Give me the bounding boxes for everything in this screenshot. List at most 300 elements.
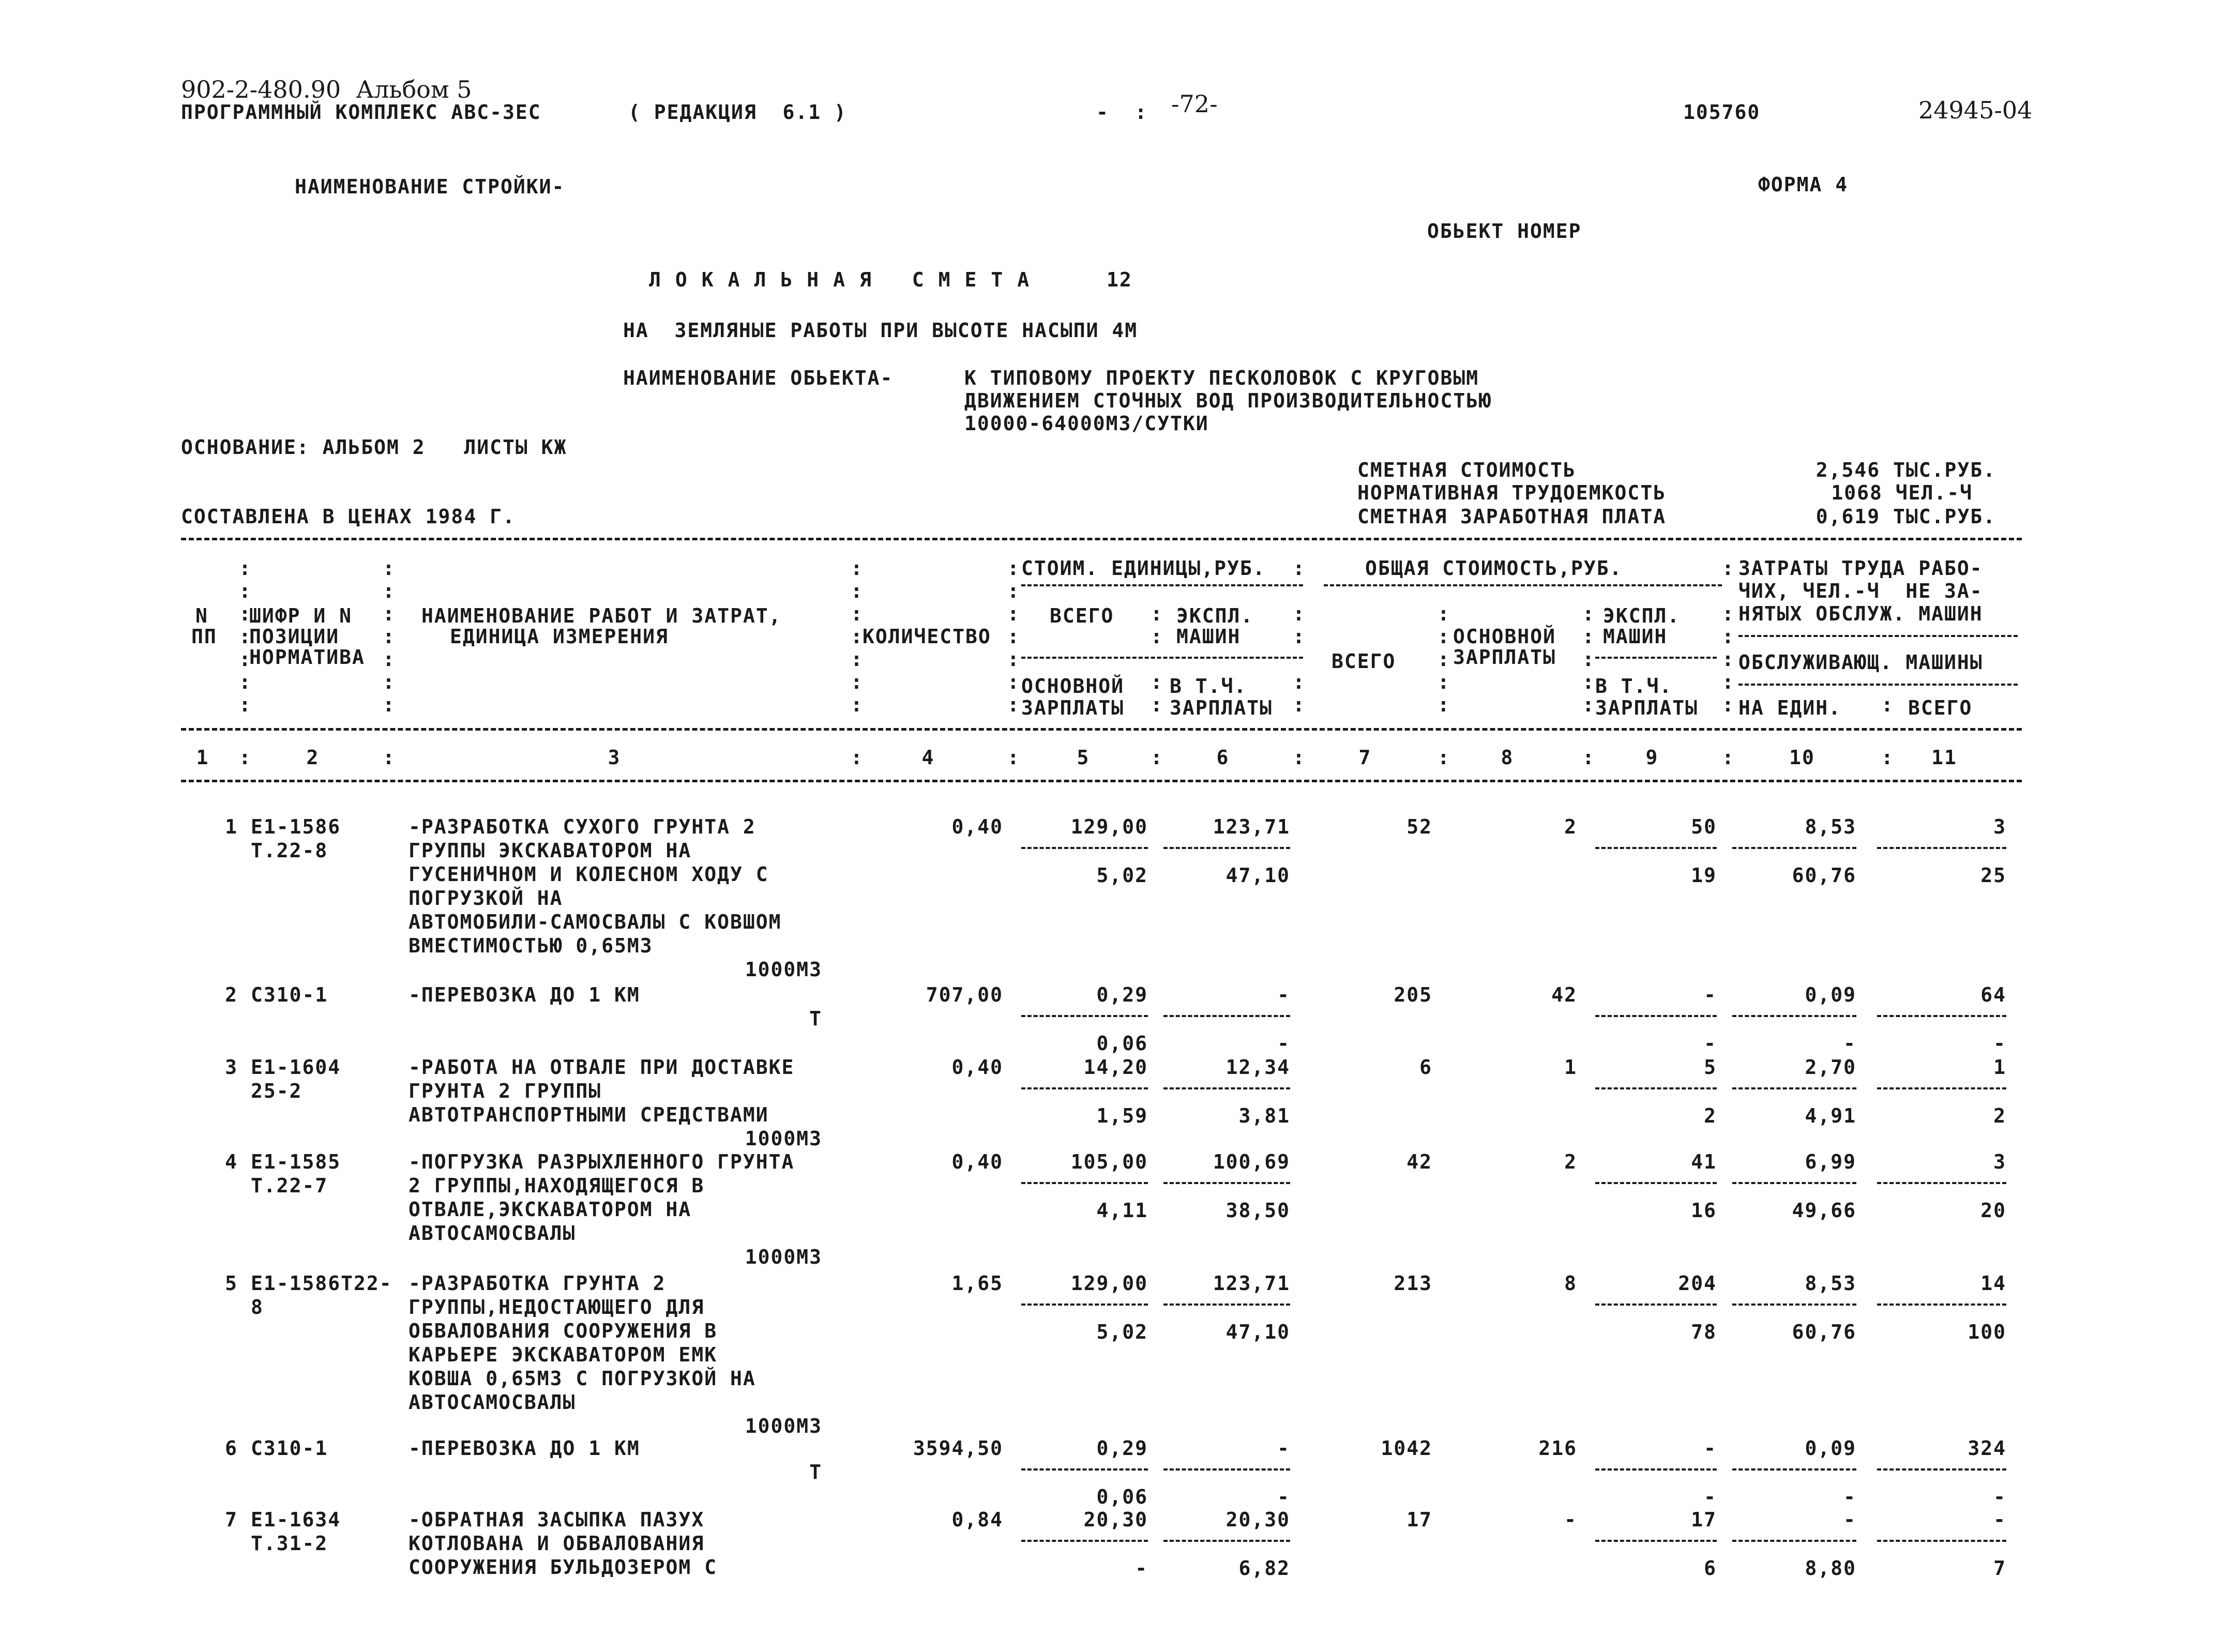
row-c5: 129,00 <box>1070 1272 1148 1295</box>
header-colon: : <box>1722 648 1735 671</box>
summary-value-labor: 1068 ЧЕЛ.-Ч <box>1831 481 1973 504</box>
row-c9: 41 <box>1691 1150 1717 1173</box>
row-c5: 105,00 <box>1070 1150 1148 1173</box>
row-c7: 42 <box>1406 1150 1432 1173</box>
hdr-code-2: ПОЗИЦИИ <box>249 625 340 648</box>
cell-divider <box>1732 1540 1856 1542</box>
row-c5b: 5,02 <box>1096 864 1148 887</box>
row-c5b: 0,06 <box>1096 1032 1148 1055</box>
row-c10: 8,53 <box>1805 1272 1856 1295</box>
row-c10: 2,70 <box>1805 1056 1856 1079</box>
header-colon: : <box>1151 602 1163 625</box>
row-quantity: 0,40 <box>951 815 1003 838</box>
header-colon: : <box>1438 693 1450 716</box>
hdr-total-mach-2: МАШИН <box>1603 625 1668 648</box>
header-colon: : <box>1722 671 1735 693</box>
cell-divider <box>1732 1304 1856 1306</box>
row-code: Е1-1634 <box>251 1508 341 1531</box>
header-colon: : <box>239 671 252 693</box>
row-c6: 123,71 <box>1213 815 1290 838</box>
hdr-name-2: ЕДИНИЦА ИЗМЕРЕНИЯ <box>450 625 669 648</box>
row-c5: 129,00 <box>1070 815 1148 838</box>
column-number: 6 <box>1216 746 1230 769</box>
row-name: ГРУНТА 2 ГРУППЫ <box>409 1080 602 1102</box>
row-c11: 1 <box>1993 1056 2006 1079</box>
row-c11: - <box>1993 1508 2006 1531</box>
row-code: 25-2 <box>251 1080 302 1102</box>
software-complex: ПРОГРАММНЫЙ КОМПЛЕКС АВС-3ЕС <box>181 101 541 124</box>
row-code: Т.22-7 <box>251 1174 328 1197</box>
page-number: -72- <box>1171 90 1218 118</box>
header-colon: : <box>239 625 252 648</box>
row-c5b: 1,59 <box>1096 1104 1148 1127</box>
code-2: 24945-04 <box>1918 96 2033 124</box>
column-number-colon: : <box>239 746 252 769</box>
row-c7: 1042 <box>1381 1437 1432 1460</box>
cell-divider <box>1595 1182 1717 1184</box>
row-code: Т.22-8 <box>251 839 328 862</box>
construction-label: НАИМЕНОВАНИЕ СТРОЙКИ- <box>295 175 565 198</box>
cell-divider <box>1595 1468 1717 1471</box>
row-name: ГРУППЫ ЭКСКАВАТОРОМ НА <box>409 839 692 862</box>
row-c9b: 2 <box>1704 1104 1717 1127</box>
column-number: 5 <box>1077 746 1090 769</box>
hdr-quantity: КОЛИЧЕСТВО <box>863 625 991 648</box>
row-c10: 6,99 <box>1805 1150 1856 1173</box>
hdr-total-all: ВСЕГО <box>1332 650 1396 673</box>
cell-divider <box>1021 1304 1148 1306</box>
header-colon: : <box>1293 602 1306 625</box>
header-colon: : <box>239 693 252 716</box>
row-c5b: - <box>1135 1557 1148 1580</box>
header-colon: : <box>383 602 396 625</box>
summary-label-labor: НОРМАТИВНАЯ ТРУДОЕМКОСТЬ <box>1357 481 1667 504</box>
hdr-total-incl-1: В Т.Ч. <box>1595 675 1673 698</box>
estimate-subtitle: НА ЗЕМЛЯНЫЕ РАБОТЫ ПРИ ВЫСОТЕ НАСЫПИ 4М <box>623 319 1138 342</box>
header-colon: : <box>1722 602 1735 625</box>
row-name: АВТОСАМОСВАЛЫ <box>409 1222 576 1245</box>
row-c9b: 16 <box>1691 1199 1717 1222</box>
hdr-total-cost: ОБЩАЯ СТОИМОСТЬ,РУБ. <box>1365 557 1623 580</box>
header-colon: : <box>1722 557 1735 580</box>
hdr-unit-cost: СТОИМ. ЕДИНИЦЫ,РУБ. <box>1021 557 1266 580</box>
row-c11: 14 <box>1980 1272 2006 1295</box>
column-number: 2 <box>306 746 320 769</box>
cell-divider <box>1021 1087 1148 1089</box>
header-colon: : <box>851 557 864 580</box>
header-colon: : <box>1438 671 1450 693</box>
prices-year: СОСТАВЛЕНА В ЦЕНАХ 1984 Г. <box>181 505 516 528</box>
cell-divider <box>1163 1182 1290 1184</box>
row-number: 2 <box>225 983 238 1006</box>
row-c9: 204 <box>1678 1272 1717 1295</box>
cell-divider <box>1163 1468 1290 1471</box>
row-c7: 6 <box>1419 1056 1432 1079</box>
header-colon: : <box>851 625 864 648</box>
header-colon: : <box>383 648 396 671</box>
row-c9b: 78 <box>1691 1321 1717 1343</box>
row-name: -ПЕРЕВОЗКА ДО 1 КМ <box>409 1437 640 1460</box>
header-colon: : <box>1722 625 1735 648</box>
cell-divider <box>1021 847 1148 849</box>
row-c10b: - <box>1843 1486 1856 1508</box>
column-number: 4 <box>921 746 935 769</box>
row-quantity: 707,00 <box>926 983 1003 1006</box>
row-c11b: 25 <box>1980 864 2006 887</box>
row-c7: 17 <box>1406 1508 1432 1531</box>
cell-divider <box>1877 1468 2006 1471</box>
row-unit: 1000М3 <box>745 1415 822 1437</box>
row-c9b: - <box>1704 1486 1717 1508</box>
row-c11b: 2 <box>1993 1104 2006 1127</box>
header-colon: : <box>1293 625 1306 648</box>
row-c6b: 6,82 <box>1238 1557 1290 1580</box>
cell-divider <box>1595 1015 1717 1017</box>
row-name: ПОГРУЗКОЙ НА <box>409 887 563 910</box>
row-c9: - <box>1704 1437 1717 1460</box>
column-number-colon: : <box>1007 746 1020 769</box>
row-c6: 123,71 <box>1213 1272 1290 1295</box>
row-quantity: 3594,50 <box>913 1437 1003 1460</box>
object-name-1: К ТИПОВОМУ ПРОЕКТУ ПЕСКОЛОВОК С КРУГОВЫМ <box>964 367 1479 389</box>
row-code: Е1-1586Т22- <box>251 1272 392 1295</box>
header-colon: : <box>1293 671 1306 693</box>
row-c10b: 8,80 <box>1805 1557 1856 1580</box>
header-colon: : <box>1007 580 1020 602</box>
table-top-rule <box>181 538 2022 540</box>
row-c7: 205 <box>1394 983 1432 1006</box>
hdr-total-incl-2: ЗАРПЛАТЫ <box>1595 696 1699 719</box>
row-name: АВТОМОБИЛИ-САМОСВАЛЫ С КОВШОМ <box>409 911 782 933</box>
row-code: Т.31-2 <box>251 1532 328 1555</box>
header-colon: : <box>383 693 396 716</box>
hdr-unit-mach-1: ЭКСПЛ. <box>1176 604 1254 627</box>
header-colon: : <box>1007 602 1020 625</box>
row-c6: 12,34 <box>1226 1056 1290 1079</box>
hdr-unit-total: ВСЕГО <box>1050 604 1114 627</box>
row-c10b: 49,66 <box>1792 1199 1856 1222</box>
row-name: 2 ГРУППЫ,НАХОДЯЩЕГОСЯ В <box>409 1174 705 1197</box>
header-colon: : <box>1151 671 1163 693</box>
row-c10b: 60,76 <box>1792 1321 1856 1343</box>
header-colon: : <box>851 671 864 693</box>
cell-divider <box>1595 847 1717 849</box>
hdr-code-3: НОРМАТИВА <box>249 646 365 669</box>
header-rule <box>181 728 2022 731</box>
row-code: Е1-1586 <box>251 815 341 838</box>
object-label: НАИМЕНОВАНИЕ ОБЬЕКТА- <box>623 367 894 389</box>
row-c9b: - <box>1704 1032 1717 1055</box>
cell-divider <box>1595 1087 1717 1089</box>
row-c9b: 6 <box>1704 1557 1717 1580</box>
column-number: 1 <box>196 746 209 769</box>
row-c6b: 38,50 <box>1226 1199 1290 1222</box>
row-c8: 2 <box>1564 1150 1577 1173</box>
cell-divider <box>1877 1087 2006 1089</box>
row-c10: - <box>1843 1508 1856 1531</box>
row-c5b: 0,06 <box>1096 1486 1148 1508</box>
estimate-number: 12 <box>1107 268 1132 291</box>
row-name: -ПОГРУЗКА РАЗРЫХЛЕННОГО ГРУНТА <box>409 1150 795 1173</box>
row-c6b: 47,10 <box>1226 1321 1290 1343</box>
header-colon: : <box>383 580 396 602</box>
column-number: 9 <box>1645 746 1659 769</box>
row-name: АВТОСАМОСВАЛЫ <box>409 1391 576 1414</box>
row-name: -РАЗРАБОТКА ГРУНТА 2 <box>409 1272 666 1295</box>
row-code: Е1-1604 <box>251 1056 341 1079</box>
basis: ОСНОВАНИЕ: АЛЬБОМ 2 ЛИСТЫ КЖ <box>181 436 567 459</box>
row-c9: 17 <box>1691 1508 1717 1531</box>
page-marks: - : <box>1096 101 1148 124</box>
row-quantity: 0,84 <box>951 1508 1003 1531</box>
row-c5: 20,30 <box>1083 1508 1148 1531</box>
hdr-name-1: НАИМЕНОВАНИЕ РАБОТ И ЗАТРАТ, <box>421 604 782 627</box>
row-c10b: - <box>1843 1032 1856 1055</box>
row-c7: 52 <box>1406 815 1432 838</box>
cell-divider <box>1732 1015 1856 1017</box>
row-c6b: 3,81 <box>1238 1104 1290 1127</box>
row-number: 5 <box>225 1272 238 1295</box>
row-c10: 8,53 <box>1805 815 1856 838</box>
row-name: ГУСЕНИЧНОМ И КОЛЕСНОМ ХОДУ С <box>409 863 769 886</box>
hdr-unit-incl-1: В Т.Ч. <box>1170 675 1247 698</box>
header-colon: : <box>1007 648 1020 671</box>
column-number: 11 <box>1931 746 1957 769</box>
row-number: 1 <box>225 815 238 838</box>
header-colon: : <box>851 693 864 716</box>
row-c11b: - <box>1993 1032 2006 1055</box>
header-colon: : <box>1582 671 1595 693</box>
cell-divider <box>1021 1540 1148 1542</box>
row-unit: 1000М3 <box>745 1246 822 1268</box>
column-number-colon: : <box>1438 746 1450 769</box>
hdr-n: N <box>195 604 208 627</box>
summary-value-cost: 2,546 ТЫС.РУБ. <box>1816 459 1996 481</box>
header-colon: : <box>1438 625 1450 648</box>
row-code: С310-1 <box>251 1437 328 1460</box>
row-c11b: 20 <box>1980 1199 2006 1222</box>
row-name: СООРУЖЕНИЯ БУЛЬДОЗЕРОМ С <box>409 1556 718 1579</box>
column-number: 8 <box>1501 746 1514 769</box>
row-c8: 2 <box>1564 815 1577 838</box>
row-c6: - <box>1277 983 1290 1006</box>
row-c6: 20,30 <box>1226 1508 1290 1531</box>
header-colon: : <box>239 580 252 602</box>
row-unit: Т <box>809 1007 822 1030</box>
header-colon: : <box>1007 557 1020 580</box>
cell-divider <box>1163 1015 1290 1017</box>
header-colon: : <box>1151 693 1163 716</box>
row-name: КОТЛОВАНА И ОБВАЛОВАНИЯ <box>409 1532 705 1555</box>
row-code: С310-1 <box>251 983 328 1006</box>
hdr-pp: ПП <box>191 625 217 648</box>
column-numbers-rule <box>181 780 2022 782</box>
row-name: -РАБОТА НА ОТВАЛЕ ПРИ ДОСТАВКЕ <box>409 1056 795 1079</box>
row-c8: - <box>1564 1508 1577 1531</box>
cell-divider <box>1595 1540 1717 1542</box>
object-name-2: ДВИЖЕНИЕМ СТОЧНЫХ ВОД ПРОИЗВОДИТЕЛЬНОСТЬЮ <box>964 389 1492 412</box>
cell-divider <box>1877 1015 2006 1017</box>
row-c8: 8 <box>1564 1272 1577 1295</box>
header-colon: : <box>1293 693 1306 716</box>
header-colon: : <box>239 602 252 625</box>
header-colon: : <box>851 602 864 625</box>
hdr-unit-mach-2: МАШИН <box>1176 625 1241 648</box>
row-c5b: 5,02 <box>1096 1321 1148 1343</box>
header-colon: : <box>1151 625 1163 648</box>
edition: ( РЕДАКЦИЯ 6.1 ) <box>628 101 847 124</box>
row-c10b: 60,76 <box>1792 864 1856 887</box>
row-c5: 0,29 <box>1096 1437 1148 1460</box>
cell-divider <box>1877 1182 2006 1184</box>
row-c5: 14,20 <box>1083 1056 1148 1079</box>
hdr-labor-unit: НА ЕДИН. <box>1738 696 1842 719</box>
row-c9: 50 <box>1691 815 1717 838</box>
row-unit: Т <box>809 1461 822 1483</box>
estimate-title: ЛОКАЛЬНАЯ СМЕТА <box>649 268 1044 291</box>
row-name: ГРУППЫ,НЕДОСТАЮЩЕГО ДЛЯ <box>409 1296 705 1318</box>
row-name: КАРЬЕРЕ ЭКСКАВАТОРОМ ЕМК <box>409 1343 718 1366</box>
header-colon: : <box>383 625 396 648</box>
hdr-total-base-1: ОСНОВНОЙ <box>1453 625 1556 648</box>
header-colon: : <box>383 557 396 580</box>
row-c6: - <box>1277 1437 1290 1460</box>
cell-divider <box>1163 1087 1290 1089</box>
column-number-colon: : <box>1293 746 1306 769</box>
row-number: 6 <box>225 1437 238 1460</box>
row-c9: - <box>1704 983 1717 1006</box>
header-colon: : <box>383 671 396 693</box>
row-c8: 216 <box>1538 1437 1577 1460</box>
hdr-labor-2: ЧИХ, ЧЕЛ.-Ч НЕ ЗА- <box>1738 580 1983 602</box>
header-colon: : <box>1293 557 1306 580</box>
row-unit: 1000М3 <box>745 1127 822 1150</box>
cell-divider <box>1163 1540 1290 1542</box>
row-name: АВТОТРАНСПОРТНЫМИ СРЕДСТВАМИ <box>409 1103 769 1126</box>
row-number: 3 <box>225 1056 238 1079</box>
hdr-total-base-2: ЗАРПЛАТЫ <box>1453 646 1556 669</box>
column-number-colon: : <box>851 746 864 769</box>
row-c6b: - <box>1277 1032 1290 1055</box>
hdr-unit-incl-2: ЗАРПЛАТЫ <box>1170 696 1273 719</box>
row-c11: 64 <box>1980 983 2006 1006</box>
header-colon: : <box>1582 602 1595 625</box>
row-name: КОВША 0,65М3 С ПОГРУЗКОЙ НА <box>409 1367 756 1390</box>
code-1: 105760 <box>1683 101 1761 124</box>
hdr-code-1: ШИФР И N <box>249 604 353 627</box>
header-colon: : <box>1582 625 1595 648</box>
column-number: 3 <box>608 746 621 769</box>
hdr-total-mach-1: ЭКСПЛ. <box>1603 604 1681 627</box>
cell-divider <box>1877 1540 2006 1542</box>
column-number: 7 <box>1358 746 1372 769</box>
summary-value-salary: 0,619 ТЫС.РУБ. <box>1816 505 1996 528</box>
header-colon: : <box>1007 693 1020 716</box>
cell-divider <box>1732 1468 1856 1471</box>
header-colon: : <box>851 580 864 602</box>
cell-divider <box>1163 847 1290 849</box>
document-code: 902-2-480.90 Альбом 5 <box>181 75 472 103</box>
header-colon: : <box>851 648 864 671</box>
row-c11: 324 <box>1968 1437 2006 1460</box>
column-number-colon: : <box>383 746 396 769</box>
row-c6b: - <box>1277 1486 1290 1508</box>
hdr-labor-3: НЯТЫХ ОБСЛУЖ. МАШИН <box>1738 602 1983 625</box>
row-name: ВМЕСТИМОСТЬЮ 0,65М3 <box>409 934 653 957</box>
summary-label-cost: СМЕТНАЯ СТОИМОСТЬ <box>1357 459 1576 481</box>
summary-label-salary: СМЕТНАЯ ЗАРАБОТНАЯ ПЛАТА <box>1357 505 1667 528</box>
header-colon: : <box>239 557 252 580</box>
row-unit: 1000М3 <box>745 958 822 981</box>
column-number: 10 <box>1789 746 1815 769</box>
row-c9b: 19 <box>1691 864 1717 887</box>
header-colon: : <box>1438 648 1450 671</box>
row-c11b: - <box>1993 1486 2006 1508</box>
row-c5: 0,29 <box>1096 983 1148 1006</box>
row-c8: 1 <box>1564 1056 1577 1079</box>
header-colon: : <box>1881 693 1894 716</box>
row-c11: 3 <box>1993 815 2006 838</box>
hdr-labor-serv: ОБСЛУЖИВАЮЩ. МАШИНЫ <box>1738 651 1983 674</box>
cell-divider <box>1021 1468 1148 1471</box>
row-name: ОТВАЛЕ,ЭКСКАВАТОРОМ НА <box>409 1198 692 1221</box>
row-name: -ОБРАТНАЯ ЗАСЫПКА ПАЗУХ <box>409 1508 705 1531</box>
hdr-labor-total: ВСЕГО <box>1908 696 1973 719</box>
hdr-unit-base-1: ОСНОВНОЙ <box>1021 675 1125 698</box>
header-colon: : <box>1438 602 1450 625</box>
header-colon: : <box>1007 671 1020 693</box>
row-code: Е1-1585 <box>251 1150 341 1173</box>
row-name: -РАЗРАБОТКА СУХОГО ГРУНТА 2 <box>409 815 756 838</box>
header-colon: : <box>1007 625 1020 648</box>
cell-divider <box>1163 1304 1290 1306</box>
row-quantity: 0,40 <box>951 1056 1003 1079</box>
row-c5b: 4,11 <box>1096 1199 1148 1222</box>
hdr-labor-1: ЗАТРАТЫ ТРУДА РАБО- <box>1738 557 1983 580</box>
row-c11b: 7 <box>1993 1557 2006 1580</box>
cell-divider <box>1732 1182 1856 1184</box>
row-number: 4 <box>225 1150 238 1173</box>
cell-divider <box>1732 847 1856 849</box>
row-c6b: 47,10 <box>1226 864 1290 887</box>
row-code: 8 <box>251 1296 264 1318</box>
cell-divider <box>1877 847 2006 849</box>
row-c10b: 4,91 <box>1805 1104 1856 1127</box>
column-number-colon: : <box>1151 746 1163 769</box>
row-c10: 0,09 <box>1805 1437 1856 1460</box>
header-colon: : <box>239 648 252 671</box>
form-label: ФОРМА 4 <box>1758 173 1849 196</box>
row-c7: 213 <box>1394 1272 1432 1295</box>
cell-divider <box>1595 1304 1717 1306</box>
header-colon: : <box>1582 693 1595 716</box>
object-number: ОБЬЕКТ НОМЕР <box>1427 220 1582 243</box>
cell-divider <box>1877 1304 2006 1306</box>
cell-divider <box>1732 1087 1856 1089</box>
row-number: 7 <box>225 1508 238 1531</box>
column-number-colon: : <box>1722 746 1735 769</box>
row-c6: 100,69 <box>1213 1150 1290 1173</box>
row-quantity: 1,65 <box>951 1272 1003 1295</box>
row-c11b: 100 <box>1968 1321 2006 1343</box>
header-colon: : <box>1722 693 1735 716</box>
row-c11: 3 <box>1993 1150 2006 1173</box>
row-name: -ПЕРЕВОЗКА ДО 1 КМ <box>409 983 640 1006</box>
row-c8: 42 <box>1551 983 1577 1006</box>
row-c9: 5 <box>1704 1056 1717 1079</box>
object-name-3: 10000-64000М3/СУТКИ <box>964 412 1209 435</box>
hdr-unit-base-2: ЗАРПЛАТЫ <box>1021 696 1125 719</box>
